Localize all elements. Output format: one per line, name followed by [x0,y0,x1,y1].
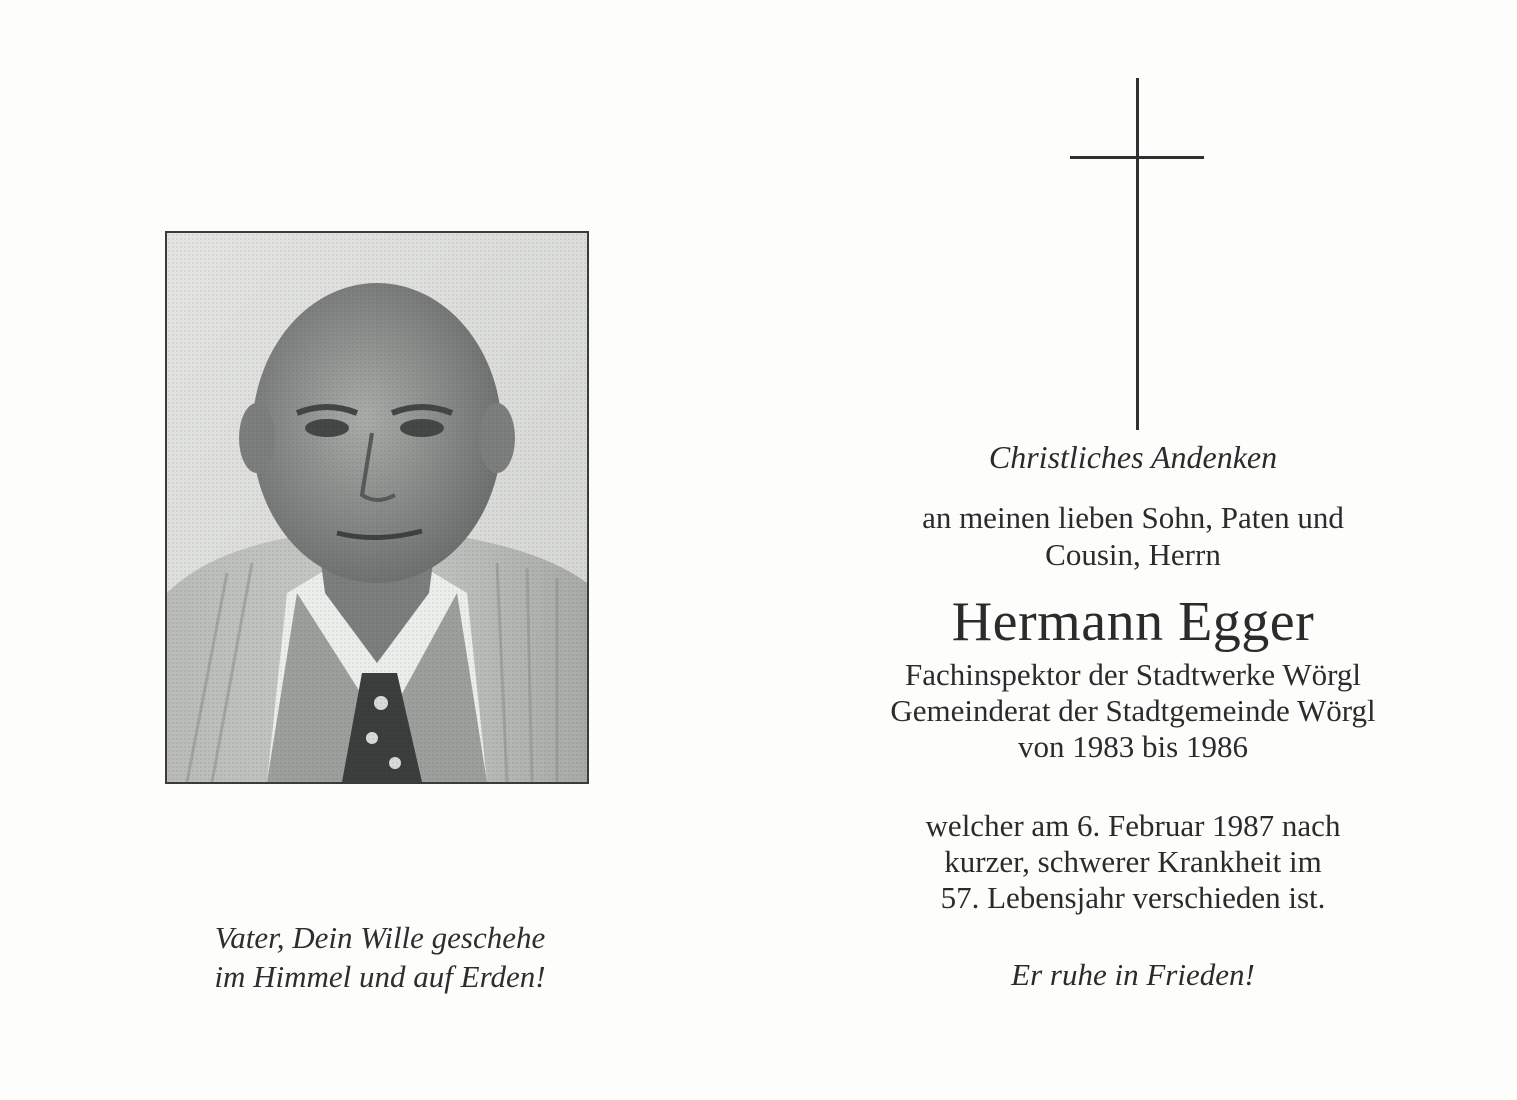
dedication-line: Cousin, Herrn [1045,537,1221,572]
dedication-line: an meinen lieben Sohn, Paten und [922,500,1344,535]
death-notice [820,808,1446,916]
title-line: von 1983 bis 1986 [1018,729,1248,764]
death-line: 57. Lebensjahr verschieden ist. [940,880,1326,915]
deceased-name: Hermann Egger [951,591,1315,653]
cross-horizontal-bar [1070,156,1204,159]
title-line: Gemeinderat der Stadtgemeinde Wörgl [890,693,1376,728]
memorial-heading: Christliches Andenken [988,439,1278,475]
left-verse [120,918,640,996]
dedication-text [820,499,1446,573]
death-line: welcher am 6. Februar 1987 nach [925,808,1341,843]
portrait-image [167,233,587,782]
verse-line: Vater, Dein Wille geschehe [214,920,546,955]
title-line: Fachinspektor der Stadtwerke Wörgl [905,657,1361,692]
portrait-photo [165,231,589,784]
cross-icon [1070,78,1204,430]
verse-line: im Himmel und auf Erden! [214,959,546,994]
closing-blessing: Er ruhe in Frieden! [1011,957,1255,992]
deceased-titles [820,657,1446,765]
death-line: kurzer, schwerer Krankheit im [944,844,1322,879]
cross-vertical-bar [1136,78,1139,430]
